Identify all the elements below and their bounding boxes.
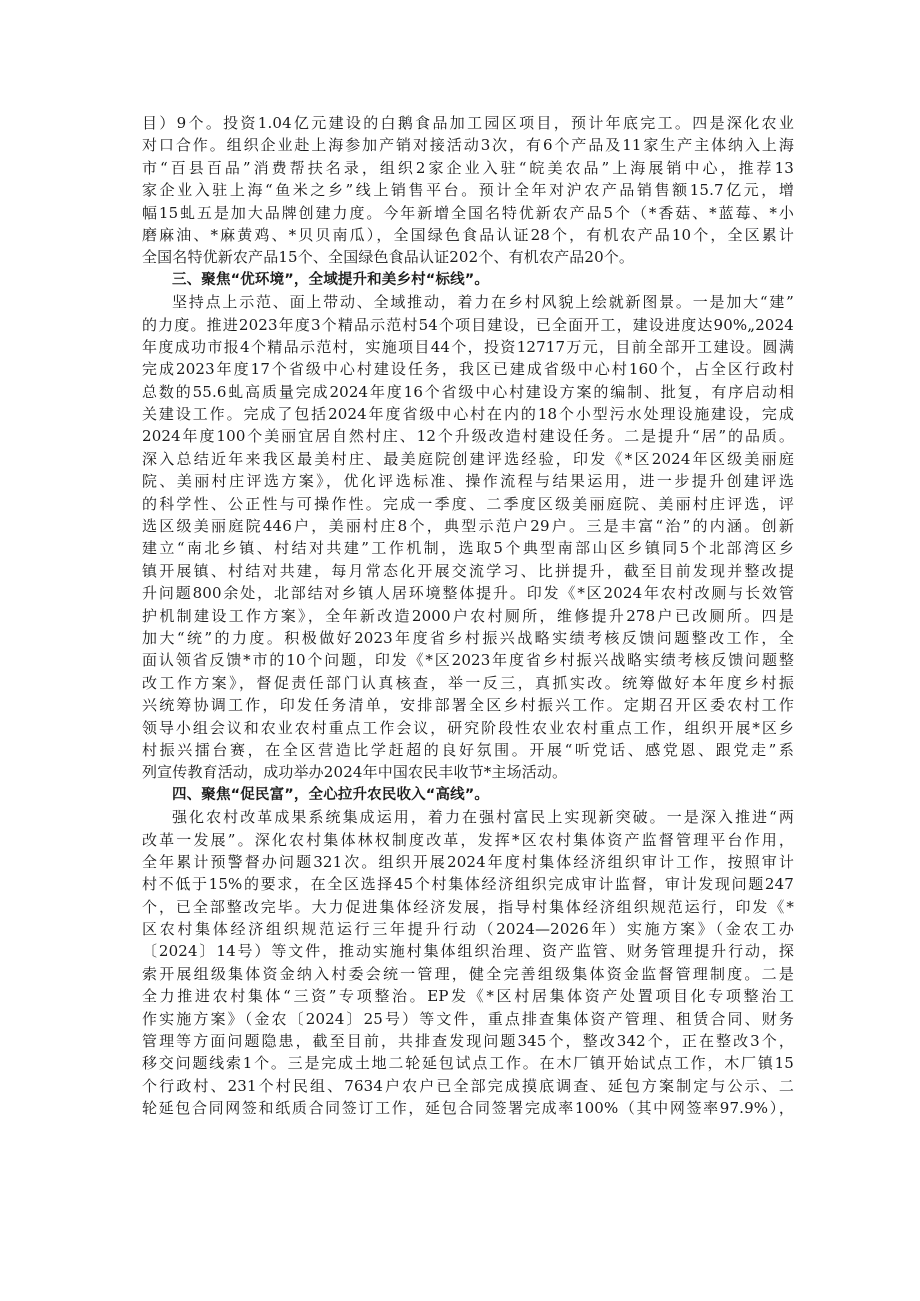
- text-line: 村不低于15%的要求，在全区选择45个村集体经济组织完成审计监督，审计发现问题247: [142, 875, 794, 894]
- section-heading-3: 三、聚焦“优环境”，全域提升和美乡村“标线”。: [172, 271, 490, 288]
- text-line: 作实施方案》（金农〔2024〕25号）等文件，重点排查集体资产管理、租赁合同、财务: [142, 1009, 794, 1028]
- section-heading-4: 四、聚焦“促民富”，全心拉升农民收入“高线”。: [172, 786, 490, 803]
- text-line: 强化农村改革成果系统集成运用，着力在强村富民上实现新突破。一是深入推进“两: [172, 808, 794, 827]
- text-line: 索开展组级集体资金纳入村委会统一管理，健全完善组级集体资金监督管理制度。二是: [142, 964, 794, 983]
- text-line: 区农村集体经济组织规范运行三年提升行动（2024—2026年）实施方案》（金农工办: [142, 920, 794, 939]
- text-line: 选区级美丽庭院446户，美丽村庄8个，典型示范户29户。三是丰富“治”的内涵。创新: [142, 517, 794, 536]
- text-line: 个，已全部整改完毕。大力促进集体经济发展，指导村集体经济组织规范运行，印发《*: [142, 897, 794, 916]
- text-line: 村振兴擂台赛，在全区营造比学赶超的良好氛围。开展“听党话、感党恩、跟党走”系: [142, 740, 794, 759]
- text-line: 全力推进农村集体“三资”专项整治。EP发《*区村居集体资产处置项目化专项整治工: [142, 987, 794, 1006]
- text-line: 完成2023年度17个省级中心村建设任务，我区已建成省级中心村160个，占全区行政村: [142, 360, 794, 379]
- text-line: 轮延包合同网签和纸质合同签订工作，延包合同签署完成率100%（其中网签率97.9%），: [142, 1099, 794, 1118]
- text-line: 全年累计预警督办问题321次。组织开展2024年度村集体经济组织审计工作，按照审计: [142, 852, 794, 871]
- text-line: 院、美丽村庄评选方案》，优化评选标准、操作流程与结果运用，进一步提升创建评选: [142, 472, 794, 491]
- text-line: 全国名特优新农产品15个、全国绿色食品认证202个、有机农产品20个。: [142, 248, 635, 267]
- text-line: 领导小组会议和农业农村重点工作会议，研究阶段性农业农村重点工作，组织开展*区乡: [142, 718, 794, 737]
- text-line: 个行政村、231个村民组、7634户农户已全部完成摸底调查、延包方案制定与公示、二: [142, 1076, 794, 1095]
- text-line: 镇开展镇、村结对共建，每月常态化开展交流学习、比拼提升，截至目前发现并整改提: [142, 561, 794, 580]
- text-line: 总数的55.6虬高质量完成2024年度16个省级中心村建设方案的编制、批复，有序启动相: [142, 382, 794, 401]
- text-line: 磨麻油、*麻黄鸡、*贝贝南瓜），全国绿色食品认证28个，有机农产品10个，全区累计: [142, 225, 794, 244]
- paragraph-block-3: [142, 806, 794, 1119]
- text-line: 兴统筹协调工作，印发任务清单，安排部署全区乡村振兴工作。定期召开区委农村工作: [142, 696, 794, 715]
- text-line: 建立“南北乡镇、村结对共建”工作机制，选取5个典型南部山区乡镇同5个北部湾区乡: [142, 539, 794, 558]
- text-line: 2024年度100个美丽宜居自然村庄、12个升级改造村建设任务。二是提升“居”的品质。: [142, 427, 794, 446]
- text-line: 深入总结近年来我区最美村庄、最美庭院创建评选经验，印发《*区2024年区级美丽庭: [142, 449, 794, 468]
- text-line: 改工作方案》，督促责任部门认真核查，举一反三，真抓实改。统筹做好本年度乡村振: [142, 673, 794, 692]
- text-line: 年度成功市报4个精品示范村，实施项目44个，投资12717万元，目前全部开工建设。圆满: [142, 337, 794, 356]
- text-line: 目）9个。投资1.04亿元建设的白鹅食品加工园区项目，预计年底完工。四是深化农业: [142, 114, 794, 132]
- text-line: 移交问题线索1个。三是完成土地二轮延包试点工作。在木厂镇开始试点工作，木厂镇15: [142, 1054, 794, 1073]
- text-line: 改革一发展”。深化农村集体林权制度改革，发挥*区农村集体资产监督管理平台作用，: [142, 830, 794, 849]
- text-line: 的力度。推进2023年度3个精品示范村54个项目建设，已全面开工，建设进度达90%„2024: [142, 315, 794, 334]
- text-line: 列宣传教育活动，成功举办2024年中国农民丰收节*主场活动。: [142, 763, 568, 782]
- paragraph-block-2: [142, 291, 794, 784]
- text-line: 管理等方面问题隐患，截至目前，共排查发现问题345个，整改342个，正在整改3个，: [142, 1032, 794, 1051]
- text-line: 幅15虬五是加大品牌创建力度。今年新增全国名特优新农产品5个（*香菇、*蓝莓、*小: [142, 203, 794, 222]
- text-line: 升问题800余处，北部结对乡镇人居环境整体提升。印发《*区2024年农村改厕与长效管: [142, 584, 794, 603]
- text-line: 面认领省反馈*市的10个问题，印发《*区2023年度省乡村振兴战略实绩考核反馈问题整: [142, 651, 794, 670]
- text-line: 加大“统”的力度。积极做好2023年度省乡村振兴战略实绩考核反馈问题整改工作，全: [142, 628, 794, 647]
- paragraph-block-1: [142, 112, 794, 269]
- document-page: [142, 112, 794, 1120]
- text-line: 的科学性、公正性与可操作性。完成一季度、二季度区级美丽庭院、美丽村庄评选，评: [142, 494, 794, 513]
- text-line: 坚持点上示范、面上带动、全域推动，着力在乡村风貌上绘就新图景。一是加大“建”: [172, 293, 794, 312]
- text-line: 护机制建设工作方案》，全年新改造2000户农村厕所，维修提升278户已改厕所。四是: [142, 606, 794, 625]
- text-line: 家企业入驻上海“鱼米之乡”线上销售平台。预计全年对沪农产品销售额15.7亿元，增: [142, 181, 794, 200]
- text-line: 市“百县百品”消费帮扶名录，组织2家企业入驻“皖美农品”上海展销中心，推荐13: [142, 158, 794, 177]
- text-line: 〔2024〕14号）等文件，推动实施村集体组织治理、资产监管、财务管理提升行动，探: [142, 942, 794, 961]
- text-line: 关建设工作。完成了包括2024年度省级中心村在内的18个小型污水处理设施建设，完成: [142, 405, 794, 424]
- text-line: 对口合作。组织企业赴上海参加产销对接活动3次，有6个产品及11家生产主体纳入上海: [142, 136, 794, 155]
